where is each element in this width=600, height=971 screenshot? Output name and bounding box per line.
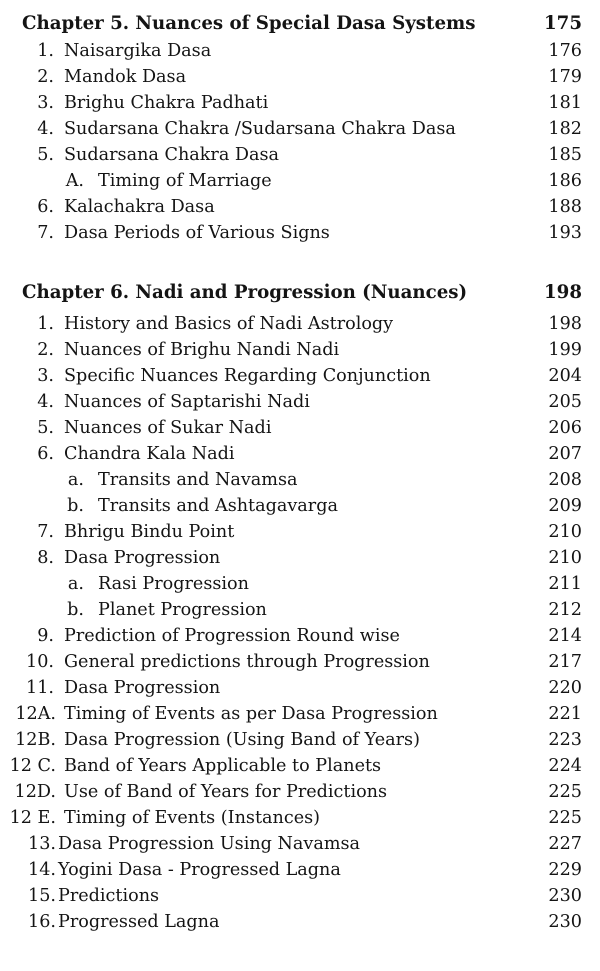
chapter-title: Chapter 6. Nadi and Progression (Nuances) xyxy=(22,282,468,303)
entry-title: Dasa Progression xyxy=(64,678,221,698)
chapter-page-number: 198 xyxy=(544,282,582,303)
entry-number: 10. xyxy=(26,652,54,672)
toc-entry xyxy=(0,116,600,142)
entry-number: 13. xyxy=(28,834,56,854)
entry-page-number: 193 xyxy=(548,223,582,243)
entry-title: Band of Years Applicable to Planets xyxy=(64,756,382,776)
entry-number: 14. xyxy=(28,860,56,880)
entry-page-number: 208 xyxy=(548,470,582,490)
entry-number: 12A. xyxy=(15,704,56,724)
entry-number: 1. xyxy=(37,314,54,334)
toc-subentry xyxy=(0,168,600,194)
toc-entry xyxy=(0,519,600,545)
entry-number: A. xyxy=(65,171,84,191)
entry-title: Progressed Lagna xyxy=(58,912,220,932)
entry-page-number: 223 xyxy=(548,730,582,750)
toc-subentry xyxy=(0,597,600,623)
entry-title: Planet Progression xyxy=(98,600,267,620)
entry-title: Rasi Progression xyxy=(98,574,249,594)
toc-entry xyxy=(0,857,600,883)
toc-entry xyxy=(0,831,600,857)
chapter-heading xyxy=(0,11,600,37)
toc-entry xyxy=(0,701,600,727)
entry-page-number: 199 xyxy=(548,340,582,360)
chapter-heading xyxy=(0,280,600,306)
toc-entry xyxy=(0,753,600,779)
entry-page-number: 211 xyxy=(548,574,582,594)
toc-entry xyxy=(0,623,600,649)
entry-number: 3. xyxy=(37,93,54,113)
chapter-page-number: 175 xyxy=(544,13,582,34)
entry-title: Nuances of Saptarishi Nadi xyxy=(64,392,310,412)
entry-title: Dasa Progression (Using Band of Years) xyxy=(64,730,420,750)
entry-title: Transits and Navamsa xyxy=(98,470,298,490)
entry-title: Sudarsana Chakra /Sudarsana Chakra Dasa xyxy=(64,119,456,139)
entry-number: 7. xyxy=(37,223,54,243)
entry-title: Sudarsana Chakra Dasa xyxy=(64,145,280,165)
entry-title: Dasa Progression Using Navamsa xyxy=(58,834,361,854)
entry-page-number: 225 xyxy=(548,782,582,802)
entry-number: 9. xyxy=(37,626,54,646)
entry-title: Dasa Progression xyxy=(64,548,221,568)
entry-number: 6. xyxy=(37,444,54,464)
toc-subentry xyxy=(0,571,600,597)
toc-entry xyxy=(0,805,600,831)
entry-number: 16. xyxy=(28,912,56,932)
entry-page-number: 217 xyxy=(548,652,582,672)
entry-page-number: 214 xyxy=(548,626,582,646)
entry-page-number: 188 xyxy=(548,197,582,217)
entry-number: 12 E. xyxy=(9,808,56,828)
entry-title: General predictions through Progression xyxy=(64,652,430,672)
toc-entry xyxy=(0,779,600,805)
entry-title: Timing of Marriage xyxy=(98,171,272,191)
toc-entry xyxy=(0,441,600,467)
entry-page-number: 209 xyxy=(548,496,582,516)
toc-subentry xyxy=(0,467,600,493)
toc-entry xyxy=(0,337,600,363)
toc-entry xyxy=(0,38,600,64)
entry-title: Kalachakra Dasa xyxy=(64,197,215,217)
entry-page-number: 220 xyxy=(548,678,582,698)
toc-entry xyxy=(0,142,600,168)
entry-page-number: 182 xyxy=(548,119,582,139)
entry-title: Timing of Events as per Dasa Progression xyxy=(64,704,438,724)
entry-page-number: 179 xyxy=(548,67,582,87)
entry-page-number: 204 xyxy=(548,366,582,386)
entry-page-number: 230 xyxy=(548,912,582,932)
entry-number: 2. xyxy=(37,340,54,360)
entry-page-number: 207 xyxy=(548,444,582,464)
entry-number: 12 C. xyxy=(9,756,56,776)
entry-page-number: 205 xyxy=(548,392,582,412)
toc-entry xyxy=(0,545,600,571)
entry-title: Mandok Dasa xyxy=(64,67,187,87)
entry-title: Naisargika Dasa xyxy=(64,41,212,61)
entry-title: Prediction of Progression Round wise xyxy=(64,626,400,646)
entry-number: 7. xyxy=(37,522,54,542)
entry-title: History and Basics of Nadi Astrology xyxy=(64,314,394,334)
entry-number: 4. xyxy=(37,392,54,412)
toc-entry xyxy=(0,220,600,246)
entry-page-number: 230 xyxy=(548,886,582,906)
entry-title: Predictions xyxy=(58,886,160,906)
entry-page-number: 186 xyxy=(548,171,582,191)
toc-entry xyxy=(0,415,600,441)
entry-number: 6. xyxy=(37,197,54,217)
entry-page-number: 181 xyxy=(548,93,582,113)
toc-entry xyxy=(0,727,600,753)
toc-entry xyxy=(0,64,600,90)
entry-number: 8. xyxy=(37,548,54,568)
entry-number: 11. xyxy=(26,678,54,698)
entry-page-number: 176 xyxy=(548,41,582,61)
entry-page-number: 210 xyxy=(548,548,582,568)
toc-entry xyxy=(0,909,600,935)
entry-title: Yogini Dasa - Progressed Lagna xyxy=(58,860,341,880)
toc-entry xyxy=(0,311,600,337)
entry-title: Brighu Chakra Padhati xyxy=(64,93,269,113)
entry-title: Nuances of Sukar Nadi xyxy=(64,418,272,438)
entry-title: Use of Band of Years for Predictions xyxy=(64,782,388,802)
entry-title: Nuances of Brighu Nandi Nadi xyxy=(64,340,340,360)
entry-page-number: 221 xyxy=(548,704,582,724)
entry-title: Bhrigu Bindu Point xyxy=(64,522,235,542)
entry-title: Chandra Kala Nadi xyxy=(64,444,235,464)
entry-page-number: 212 xyxy=(548,600,582,620)
toc-entry xyxy=(0,389,600,415)
entry-number: b. xyxy=(67,496,84,516)
entry-page-number: 185 xyxy=(548,145,582,165)
toc-entry xyxy=(0,675,600,701)
toc-subentry xyxy=(0,493,600,519)
entry-title: Dasa Periods of Various Signs xyxy=(64,223,330,243)
toc-entry xyxy=(0,90,600,116)
entry-page-number: 225 xyxy=(548,808,582,828)
entry-number: a. xyxy=(67,574,84,594)
entry-title: Specific Nuances Regarding Conjunction xyxy=(64,366,431,386)
entry-title: Transits and Ashtagavarga xyxy=(98,496,338,516)
entry-page-number: 206 xyxy=(548,418,582,438)
entry-number: b. xyxy=(67,600,84,620)
entry-number: 4. xyxy=(37,119,54,139)
entry-page-number: 198 xyxy=(548,314,582,334)
entry-page-number: 210 xyxy=(548,522,582,542)
entry-number: 5. xyxy=(37,145,54,165)
entry-page-number: 224 xyxy=(548,756,582,776)
entry-number: 1. xyxy=(37,41,54,61)
entry-number: 2. xyxy=(37,67,54,87)
toc-entry xyxy=(0,649,600,675)
toc-entry xyxy=(0,194,600,220)
chapter-title: Chapter 5. Nuances of Special Dasa Systems xyxy=(22,13,476,34)
toc-entry xyxy=(0,883,600,909)
toc-entry xyxy=(0,363,600,389)
entry-page-number: 229 xyxy=(548,860,582,880)
entry-number: 12D. xyxy=(14,782,56,802)
entry-number: 12B. xyxy=(15,730,56,750)
entry-title: Timing of Events (Instances) xyxy=(64,808,320,828)
entry-page-number: 227 xyxy=(548,834,582,854)
entry-number: 15. xyxy=(28,886,56,906)
entry-number: 3. xyxy=(37,366,54,386)
entry-number: a. xyxy=(67,470,84,490)
entry-number: 5. xyxy=(37,418,54,438)
